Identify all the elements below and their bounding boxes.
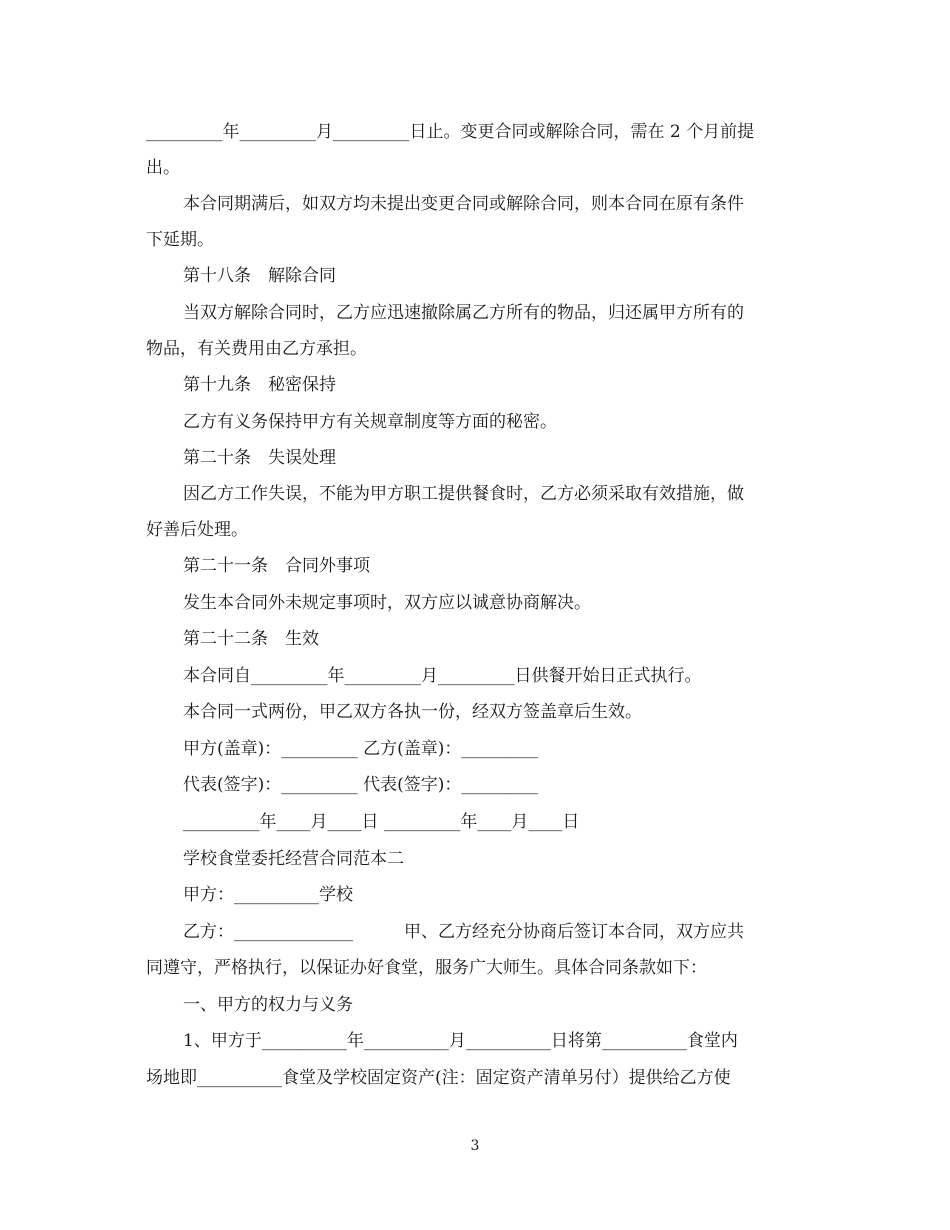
text-line: 甲方：__________学校 (183, 885, 353, 905)
section-heading: 第二十一条 合同外事项 (183, 556, 370, 576)
signature-line: 甲方(盖章)：_________ 乙方(盖章)：_________ (183, 739, 538, 759)
text-line: 乙方：______________ 甲、乙方经充分协商后签订本合同，双方应共 (183, 922, 744, 942)
text-line: 同遵守，严格执行，以保证办好食堂，服务广大师生。具体合同条款如下： (146, 958, 707, 978)
date-line: _________年____月____日 _________年____月____日 (183, 812, 580, 832)
text-line: _________年_________月_________日止。变更合同或解除合同，需在 2 个月前提 (146, 122, 755, 142)
text-line: 1、甲方于__________年__________月__________日将第__________食堂内 (183, 1031, 738, 1051)
section-heading: 第十九条 秘密保持 (183, 375, 336, 395)
text-line: 好善后处理。 (146, 520, 248, 540)
text-line: 下延期。 (146, 230, 214, 250)
section-heading: 第二十二条 生效 (183, 629, 319, 649)
document-subtitle: 学校食堂委托经营合同范本二 (183, 849, 404, 869)
text-line: 场地即__________食堂及学校固定资产(注：固定资产清单另付）提供给乙方使 (146, 1068, 731, 1088)
signature-line: 代表(签字)：_________ 代表(签字)：_________ (183, 775, 538, 795)
page-number: 3 (470, 1138, 480, 1154)
text-line: 本合同一式两份，甲乙双方各执一份，经双方签盖章后生效。 (183, 702, 642, 722)
section-heading: 第十八条 解除合同 (183, 266, 336, 286)
text-line: 本合同期满后，如双方均未提出变更合同或解除合同，则本合同在原有条件 (183, 194, 744, 214)
text-line: 乙方有义务保持甲方有关规章制度等方面的秘密。 (183, 412, 557, 432)
section-heading: 一、甲方的权力与义务 (183, 995, 353, 1015)
text-line: 当双方解除合同时，乙方应迅速撤除属乙方所有的物品，归还属甲方所有的 (183, 303, 744, 323)
text-line: 发生本合同外未规定事项时，双方应以诚意协商解决。 (183, 593, 591, 613)
text-line: 因乙方工作失误，不能为甲方职工提供餐食时，乙方必须采取有效措施，做 (183, 484, 744, 504)
text-line: 本合同自_________年_________月_________日供餐开始日正式执行。 (183, 666, 702, 686)
text-line: 出。 (146, 158, 180, 178)
text-line: 物品，有关费用由乙方承担。 (146, 339, 367, 359)
section-heading: 第二十条 失误处理 (183, 448, 336, 468)
